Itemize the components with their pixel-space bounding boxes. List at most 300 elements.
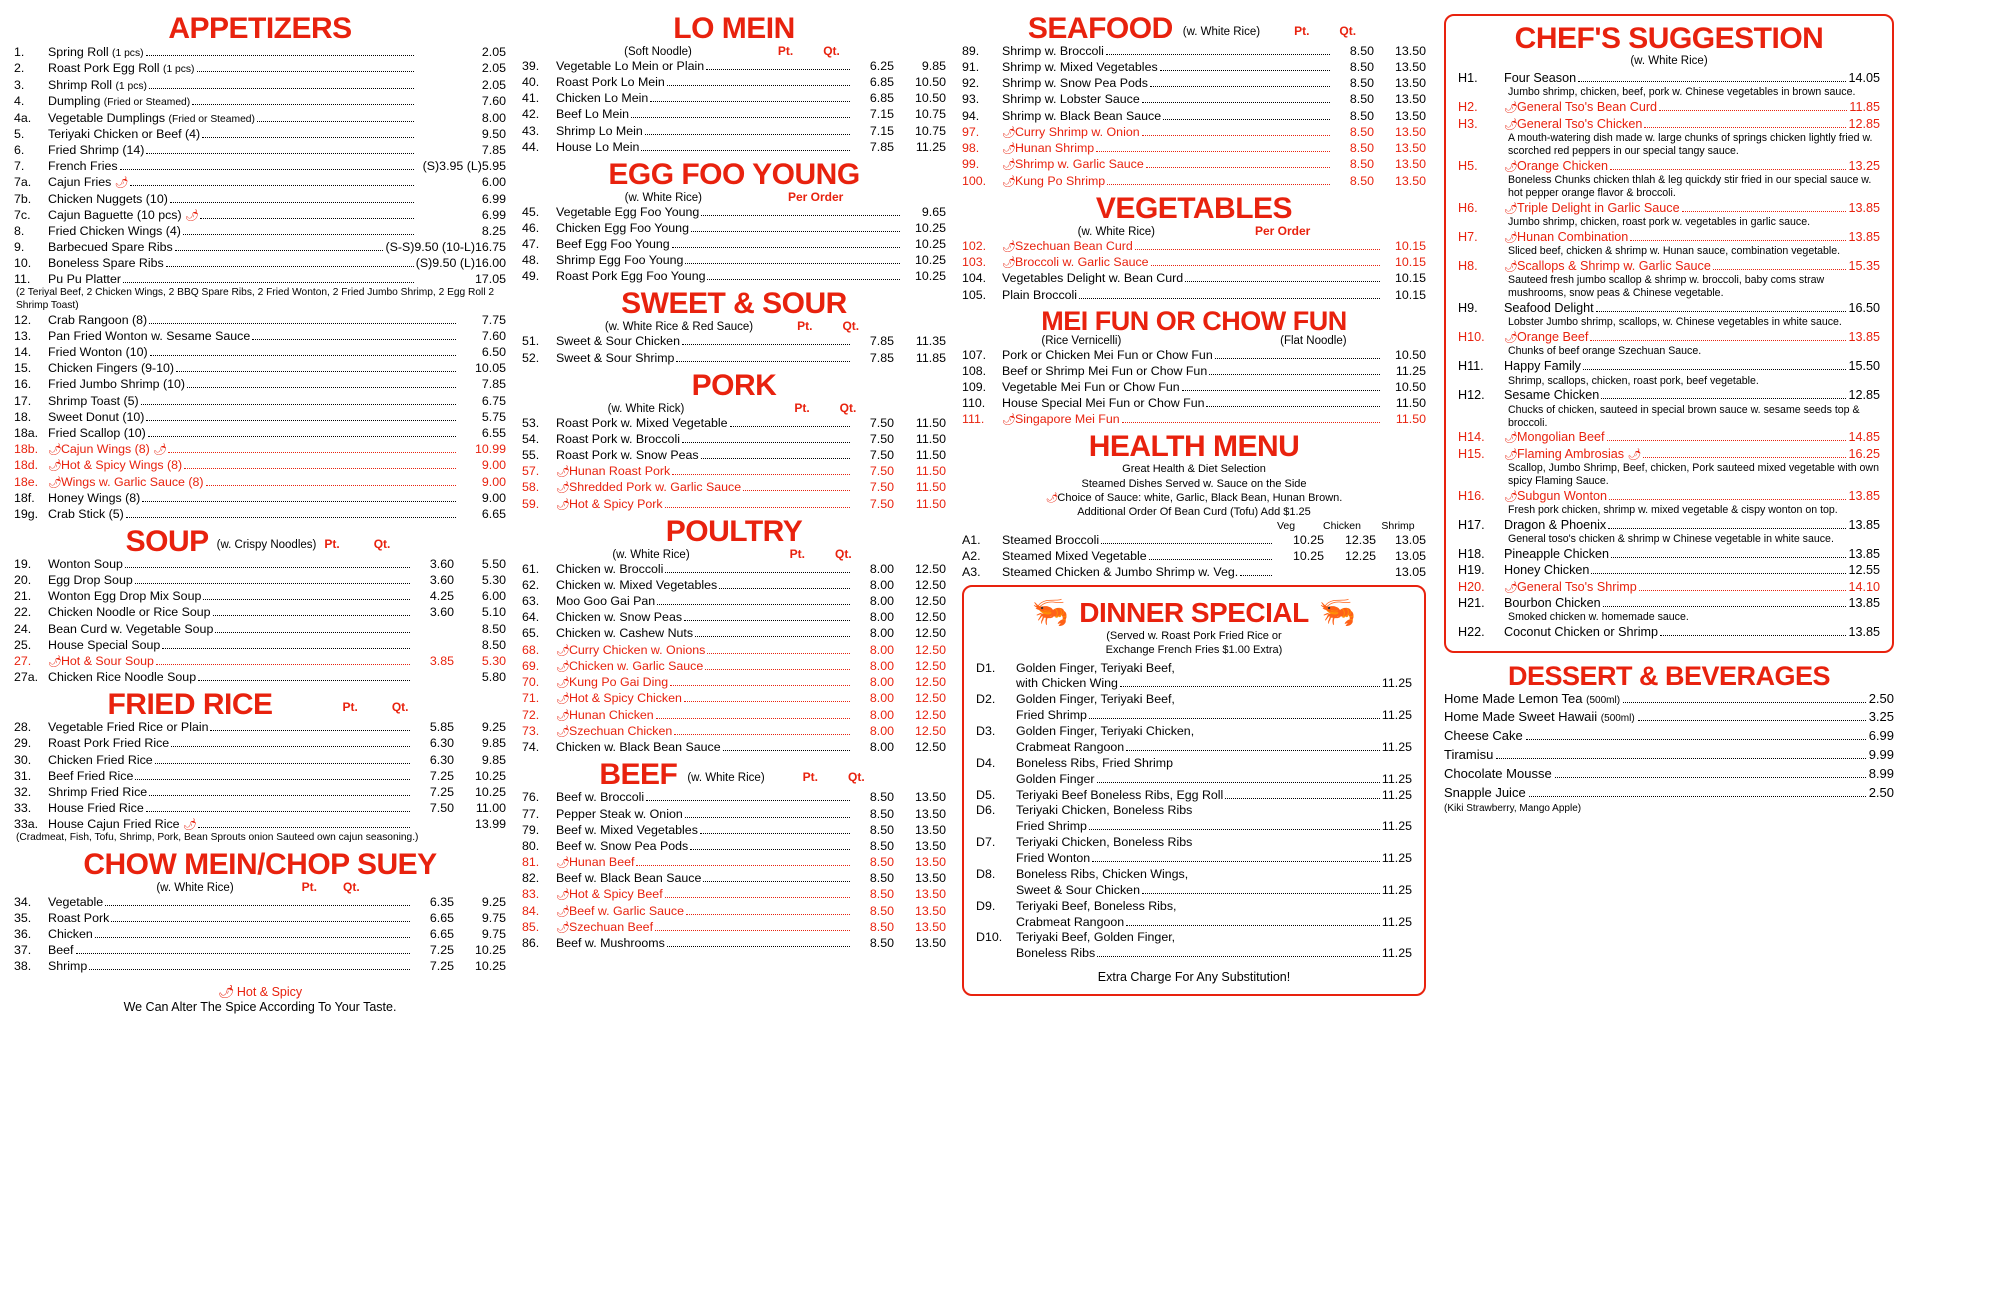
item-name: Honey Wings (8) [48, 490, 141, 505]
item-name: Moo Goo Gai Pan [556, 594, 656, 609]
item-price-quart: 10.75 [914, 123, 946, 138]
item-name: French Fries [48, 159, 118, 174]
item-price-pint: 7.50 [869, 415, 894, 430]
item-price-pint: 3.85 [429, 653, 454, 668]
item-price-quart: 12.50 [914, 610, 946, 625]
item-name: Happy Family [1504, 359, 1581, 374]
item-number: 92. [962, 76, 980, 91]
chef-suggestion-heading: CHEF'S SUGGESTION [1514, 22, 1824, 55]
item-price-quart: 13.50 [914, 854, 946, 869]
chef-item [1458, 595, 1880, 611]
item-name: 🌶Hunan Combination [1504, 229, 1629, 244]
vegetables-per-order-header: Per Order [1254, 223, 1311, 238]
chili-pepper-icon: 🌶 [1504, 332, 1517, 344]
item-price: 10.50 [1394, 379, 1426, 394]
menu-item [522, 268, 946, 284]
item-price-quart: 11.50 [915, 496, 946, 511]
item-price-pint: 7.25 [429, 784, 454, 799]
item-name-line2: Crabmeat Rangoon [1016, 739, 1125, 754]
menu-item [14, 425, 506, 441]
item-number: 81. [522, 854, 540, 869]
item-number: H6. [1458, 200, 1478, 215]
item-name: Chicken w. Cashew Nuts [556, 626, 694, 641]
menu-item [962, 347, 1426, 363]
item-number: 93. [962, 92, 980, 107]
item-name: 🌶Scallops & Shrimp w. Garlic Sauce [1504, 258, 1711, 273]
menu-item [522, 123, 946, 139]
item-description: Sliced beef, chicken & shrimp w. Hunan sauce, combination vegetable. [1508, 245, 1841, 258]
pork-qt-header: Qt. [839, 400, 857, 415]
item-name: Coconut Chicken or Shrimp [1504, 625, 1658, 640]
item-price-quart: 13.50 [914, 838, 946, 853]
menu-item [14, 77, 506, 93]
item-name-line1: Boneless Ribs, Chicken Wings, [1016, 866, 1189, 881]
item-price-quart: 10.25 [474, 768, 506, 783]
menu-item [522, 577, 946, 593]
dessert-item [1444, 765, 1894, 784]
item-number: 52. [522, 350, 540, 365]
vegetables-heading: VEGETABLES [1095, 191, 1293, 225]
item-name: 🌶Cajun Wings (8) 🌶 [48, 441, 167, 456]
item-name: 🌶Singapore Mei Fun [1002, 412, 1120, 427]
item-price-pint: 6.65 [429, 926, 454, 941]
item-name: Bourbon Chicken [1504, 596, 1601, 611]
item-price-quart: 12.50 [914, 658, 946, 673]
item-name: Shrimp Lo Mein [556, 123, 643, 138]
item-name: Roast Pork w. Mixed Vegetable [556, 415, 728, 430]
pork-list [522, 415, 946, 512]
item-price-quart: 5.30 [481, 573, 506, 588]
appetizers-heading: APPETIZERS [168, 12, 352, 45]
chili-pepper-icon: 🌶 [1002, 240, 1015, 253]
item-description: Chunks of beef orange Szechuan Sauce. [1508, 345, 1702, 358]
item-name: 🌶Hot & Spicy Chicken [556, 691, 682, 706]
menu-item [14, 207, 506, 223]
chef-item [1458, 446, 1880, 462]
item-name: House Lo Mein [556, 139, 640, 154]
item-name: Steamed Broccoli [1002, 532, 1100, 547]
item-price-quart: 9.85 [481, 736, 506, 751]
poultry-pt-header: Pt. [789, 546, 805, 561]
chef-suggestion-box [1444, 14, 1894, 653]
item-number: 19. [14, 557, 32, 572]
menu-item [962, 411, 1426, 427]
menu-item [962, 270, 1426, 286]
item-name: 🌶Flaming Ambrosias 🌶 [1504, 446, 1641, 461]
item-price: (S)9.50 (L)16.00 [415, 256, 506, 271]
item-price-quart: 12.50 [914, 594, 946, 609]
item-name-line1: Teriyaki Beef, Golden Finger, [1016, 930, 1176, 945]
egg-foo-young-heading: EGG FOO YOUNG [608, 157, 860, 191]
item-price-quart: 5.50 [481, 557, 506, 572]
item-name: Sweet & Sour Shrimp [556, 350, 675, 365]
item-price-quart: 9.75 [481, 926, 506, 941]
item-name: Beef w. Broccoli [556, 790, 645, 805]
menu-item [522, 139, 946, 155]
item-name: Chicken w. Broccoli [556, 561, 664, 576]
item-price: 2.05 [481, 77, 506, 92]
menu-item [14, 556, 506, 572]
dinner-item [976, 835, 1412, 867]
dinner-item [976, 788, 1412, 804]
chef-item [1458, 429, 1880, 445]
dinner-special-list [976, 661, 1412, 963]
chef-item [1458, 358, 1880, 374]
health-column-headers [962, 520, 1426, 532]
chili-pepper-icon: 🌶 [556, 889, 569, 902]
item-price-quart: 13.50 [1394, 76, 1426, 91]
item-number: D1. [976, 660, 996, 675]
menu-item [962, 564, 1426, 580]
item-price: 10.15 [1394, 238, 1426, 253]
item-name: Pepper Steak w. Onion [556, 806, 683, 821]
item-price-pint: 6.85 [869, 75, 894, 90]
item-name: Cajun Baguette (10 pcs) 🌶 [48, 207, 199, 222]
item-name: 🌶Szechuan Beef [556, 919, 654, 934]
item-name: Roast Pork Fried Rice [48, 736, 170, 751]
menu-item [522, 463, 946, 479]
item-price-pint: 8.00 [869, 691, 894, 706]
menu-item [14, 393, 506, 409]
item-number: 31. [14, 768, 32, 783]
column-three [954, 14, 1434, 1288]
item-price-quart: 12.50 [914, 578, 946, 593]
dinner-special-box [962, 585, 1426, 996]
chili-pepper-icon: 🌶 [556, 693, 569, 706]
menu-item [522, 642, 946, 658]
item-name: Pan Fried Wonton w. Sesame Sauce [48, 329, 251, 344]
item-number: 12. [14, 312, 32, 327]
menu-item [14, 669, 506, 685]
item-price-quart: 5.10 [481, 605, 506, 620]
item-number: 46. [522, 220, 540, 235]
chili-pepper-icon: 🌶 [556, 726, 569, 738]
item-price: 10.25 [914, 237, 946, 251]
menu-item [522, 204, 946, 220]
seafood-pt-header: Pt. [1294, 24, 1310, 38]
fried-rice-pt-header: Pt. [342, 700, 358, 715]
item-number: 14. [14, 345, 32, 360]
menu-item [14, 588, 506, 604]
sweet-sour-pt-header: Pt. [797, 319, 813, 334]
item-number: 100. [962, 173, 987, 188]
item-number: 84. [522, 903, 540, 918]
item-price-quart: 12.50 [914, 691, 946, 706]
menu-item [962, 379, 1426, 395]
item-price-quart: 13.50 [1394, 92, 1426, 107]
item-price-pint: 7.15 [869, 123, 894, 138]
item-number: D3. [976, 724, 996, 739]
item-name: 🌶Curry Chicken w. Onions [556, 642, 706, 657]
item-name: 🌶Orange Beef [1504, 330, 1589, 344]
chow-mein-qt-header: Qt. [343, 879, 360, 894]
item-name: Chicken w. Black Bean Sauce [556, 740, 721, 755]
item-number: 38. [14, 959, 32, 974]
menu-item [522, 252, 946, 268]
item-number: 63. [522, 594, 540, 609]
health-chicken-header: Chicken [1323, 519, 1361, 532]
item-price: 11.25 [1395, 363, 1426, 378]
item-name: Home Made Lemon Tea (500ml) [1444, 690, 1621, 706]
item-name: Shrimp w. Black Bean Sauce [1002, 108, 1162, 123]
item-name-line1: Golden Finger, Teriyaki Beef, [1016, 660, 1175, 675]
item-name: Crab Rangoon (8) [48, 312, 148, 327]
item-price-pint: 8.00 [869, 675, 894, 690]
chili-pepper-icon: 🌶 [1627, 448, 1641, 461]
item-number: A3. [962, 564, 981, 579]
item-price: 10.05 [474, 361, 506, 376]
item-name: Chicken Fried Rice [48, 752, 153, 767]
item-price: 16.50 [1848, 300, 1880, 315]
seafood-qt-header: Qt. [1339, 24, 1357, 38]
chili-pepper-icon: 🌶 [1045, 493, 1058, 505]
item-number: A2. [962, 548, 981, 563]
item-price: 7.75 [481, 312, 506, 327]
item-name: Beef w. Black Bean Sauce [556, 871, 702, 886]
mei-fun-heading: MEI FUN OR CHOW FUN [1041, 305, 1347, 336]
item-name: Roast Pork w. Snow Peas [556, 447, 699, 462]
item-price-pint: 7.25 [429, 942, 454, 957]
item-number: 79. [522, 822, 540, 837]
item-price-pint: 8.00 [869, 707, 894, 722]
item-number: 33a. [14, 817, 39, 831]
item-price-pint: 7.50 [869, 480, 894, 495]
item-price-pint: 8.50 [869, 903, 894, 918]
item-price: 13.85 [1848, 200, 1880, 215]
item-name-line2: Boneless Ribs [1016, 946, 1096, 961]
chef-item [1458, 329, 1880, 345]
item-number: 2. [14, 61, 25, 76]
column-two [514, 14, 954, 1288]
item-price-pint: 8.50 [1349, 44, 1374, 58]
item-price-quart: 5.80 [481, 670, 506, 685]
soup-heading: SOUP [125, 525, 209, 559]
item-number: 109. [962, 379, 987, 394]
mei-fun-sub-right: (Flat Noodle) [1280, 334, 1347, 347]
item-name-line2: Crabmeat Rangoon [1016, 914, 1125, 929]
lo-mein-subtitle: (Soft Noodle) [624, 46, 692, 58]
item-price: 12.55 [1848, 563, 1880, 578]
item-number: D8. [976, 866, 996, 881]
item-price-quart: 13.50 [914, 887, 946, 902]
chef-item [1458, 517, 1880, 533]
item-price-quart: 10.25 [474, 959, 506, 974]
item-number: 27a. [14, 670, 39, 685]
egg-foo-young-subtitle: (w. White Rice) [624, 191, 702, 204]
item-price: 13.85 [1848, 488, 1880, 503]
item-name: House Special Soup [48, 637, 161, 652]
mei-fun-list [962, 347, 1426, 428]
item-price-shrimp: 13.05 [1394, 548, 1426, 563]
item-price-quart: 11.85 [915, 350, 946, 365]
item-price: 6.99 [1868, 728, 1894, 744]
item-name: 🌶Curry Shrimp w. Onion [1002, 124, 1140, 139]
dinner-item [976, 724, 1412, 756]
item-price: 6.99 [481, 207, 506, 222]
soup-qt-header: Qt. [373, 537, 391, 552]
dinner-substitution-note: Extra Charge For Any Substitution! [1097, 970, 1291, 985]
item-price: 17.05 [474, 272, 506, 287]
item-number: 45. [522, 204, 540, 219]
dinner-item [976, 692, 1412, 724]
item-number: D2. [976, 692, 996, 707]
item-price-pint: 8.50 [1349, 108, 1374, 123]
chili-pepper-icon: 🌶 [1504, 490, 1517, 503]
item-number: 18f. [14, 490, 35, 505]
item-price-pint: 8.50 [1349, 92, 1374, 107]
item-number: 18b. [14, 441, 39, 456]
item-price-quart: 9.25 [481, 894, 506, 909]
item-number: H2. [1458, 100, 1478, 115]
item-number: 69. [522, 658, 540, 673]
chef-item [1458, 300, 1880, 316]
poultry-list [522, 561, 946, 756]
menu-item [14, 653, 506, 669]
item-price: 9.00 [481, 490, 506, 505]
health-line-3: Choice of Sauce: white, Garlic, Black Bean, Hunan Brown. [1057, 492, 1343, 505]
item-price-quart: 12.50 [914, 724, 946, 738]
chili-pepper-icon: 🌶 [1002, 257, 1015, 270]
sweet-sour-list [522, 333, 946, 365]
item-number: 49. [522, 269, 540, 284]
item-number: 103. [962, 255, 987, 270]
item-number: 55. [522, 447, 540, 462]
dessert-item [1444, 690, 1894, 709]
chow-mein-pt-header: Pt. [301, 879, 317, 894]
menu-item [522, 220, 946, 236]
item-number: 36. [14, 926, 32, 941]
item-price-pint: 5.85 [429, 720, 454, 735]
item-price-pint: 6.65 [429, 910, 454, 925]
item-number: 102. [962, 238, 987, 253]
item-price: 6.99 [481, 191, 506, 206]
item-name: Steamed Chicken & Jumbo Shrimp w. Veg. [1002, 564, 1239, 579]
item-price-quart: 13.50 [1394, 140, 1426, 155]
item-number: 7. [14, 159, 25, 174]
item-price: 7.85 [481, 377, 506, 392]
item-number: 71. [522, 691, 540, 706]
item-price-pint: 3.60 [429, 557, 454, 572]
item-name: Teriyaki Chicken or Beef (4) [48, 126, 201, 141]
health-menu-heading: HEALTH MENU [1088, 430, 1300, 464]
chili-pepper-icon: 🌶 [556, 709, 569, 722]
item-name: 🌶Kung Po Gai Ding [556, 675, 669, 690]
item-price: 11.50 [1395, 412, 1426, 427]
item-name: Roast Pork [48, 910, 110, 925]
menu-item [522, 903, 946, 919]
menu-item [14, 457, 506, 473]
menu-item [522, 739, 946, 755]
item-price-pint: 7.50 [869, 464, 894, 478]
item-price-pint: 8.50 [869, 936, 894, 951]
chili-pepper-icon: 🌶 [1504, 102, 1517, 115]
menu-item [14, 174, 506, 190]
item-price-quart: 11.00 [475, 800, 506, 815]
item-name-line1: Golden Finger, Teriyaki Beef, [1016, 692, 1175, 707]
item-price-pint: 7.50 [869, 431, 894, 446]
dessert-list [1444, 690, 1894, 803]
item-number: 99. [962, 157, 980, 172]
seafood-heading: SEAFOOD [1027, 12, 1173, 45]
item-price-quart: 12.50 [914, 561, 946, 576]
item-name: Chicken w. Mixed Vegetables [556, 578, 718, 593]
item-number: D7. [976, 835, 996, 850]
item-number: 86. [522, 936, 540, 951]
item-number: 53. [522, 415, 540, 430]
item-number: 7c. [14, 207, 31, 222]
chili-pepper-icon: 🌶 [153, 443, 167, 456]
item-number: 68. [522, 642, 540, 657]
chili-pepper-icon: 🌶 [556, 921, 569, 934]
item-price-pint: 3.60 [429, 605, 454, 620]
item-name: 🌶Beef w. Garlic Sauce [556, 903, 684, 918]
item-price: 13.85 [1848, 517, 1880, 532]
pork-subtitle: (w. White Rick) [607, 402, 685, 415]
item-price-pint: 8.00 [869, 610, 894, 625]
chef-item [1458, 99, 1880, 115]
item-price-pint: 6.30 [429, 752, 454, 767]
menu-item [962, 75, 1426, 91]
menu-item [522, 593, 946, 609]
item-name: Fried Wonton (10) [48, 345, 148, 360]
chili-pepper-icon: 🌶 [182, 819, 196, 831]
item-price: 7.85 [481, 143, 506, 157]
item-price-pint: 7.85 [869, 334, 894, 349]
item-price-pint: 8.00 [869, 578, 894, 593]
item-number: H10. [1458, 330, 1485, 344]
item-price: 11.50 [1395, 396, 1426, 411]
menu-item [14, 44, 506, 60]
item-name: Pu Pu Platter [48, 272, 122, 287]
menu-item [14, 926, 506, 942]
item-name: Four Season [1504, 71, 1577, 85]
item-number: H5. [1458, 158, 1478, 173]
item-number: 98. [962, 140, 980, 155]
item-name: Shrimp Fried Rice [48, 784, 148, 799]
item-price: 7.60 [481, 329, 506, 344]
item-price-pint: 8.50 [869, 806, 894, 821]
chili-pepper-icon: 🌶 [1504, 581, 1517, 594]
item-name: Plain Broccoli [1002, 287, 1078, 302]
item-description: Sauteed fresh jumbo scallop & shrimp w. broccoli, baby coms straw mushrooms, snow peas & Chinese vegetable. [1508, 274, 1825, 300]
item-price-quart: 13.50 [1394, 44, 1426, 58]
item-price: 10.50 [1394, 347, 1426, 362]
item-name: Vegetable [48, 894, 104, 909]
appetizers-list-continued [14, 312, 506, 522]
item-number: 17. [14, 393, 32, 408]
menu-item [522, 838, 946, 854]
item-name: Chicken w. Snow Peas [556, 610, 683, 625]
menu-item [14, 637, 506, 653]
health-veg-header: Veg [1276, 519, 1296, 532]
chow-mein-subtitle: (w. White Rice) [156, 881, 234, 894]
poultry-heading: POULTRY [665, 514, 803, 548]
item-name: Fried Shrimp (14) [48, 143, 145, 157]
item-number: 24. [14, 621, 32, 636]
item-number: 64. [522, 610, 540, 625]
item-description: Lobster Jumbo shrimp, scallops, w. Chinese vegetables in white sauce. [1508, 316, 1842, 329]
item-number: 39. [522, 59, 540, 73]
item-price: 11.25 [1381, 739, 1412, 754]
item-price-quart: 11.50 [915, 415, 946, 430]
chili-pepper-icon: 🌶 [1002, 159, 1015, 172]
item-name: House Special Mei Fun or Chow Fun [1002, 396, 1205, 411]
item-number: H12. [1458, 388, 1485, 403]
item-name: Fried Scallop (10) [48, 425, 146, 440]
sweet-sour-qt-header: Qt. [842, 319, 860, 334]
shrimp-decoration-icon: 🦐 [1031, 596, 1070, 630]
item-number: 1. [14, 45, 25, 59]
